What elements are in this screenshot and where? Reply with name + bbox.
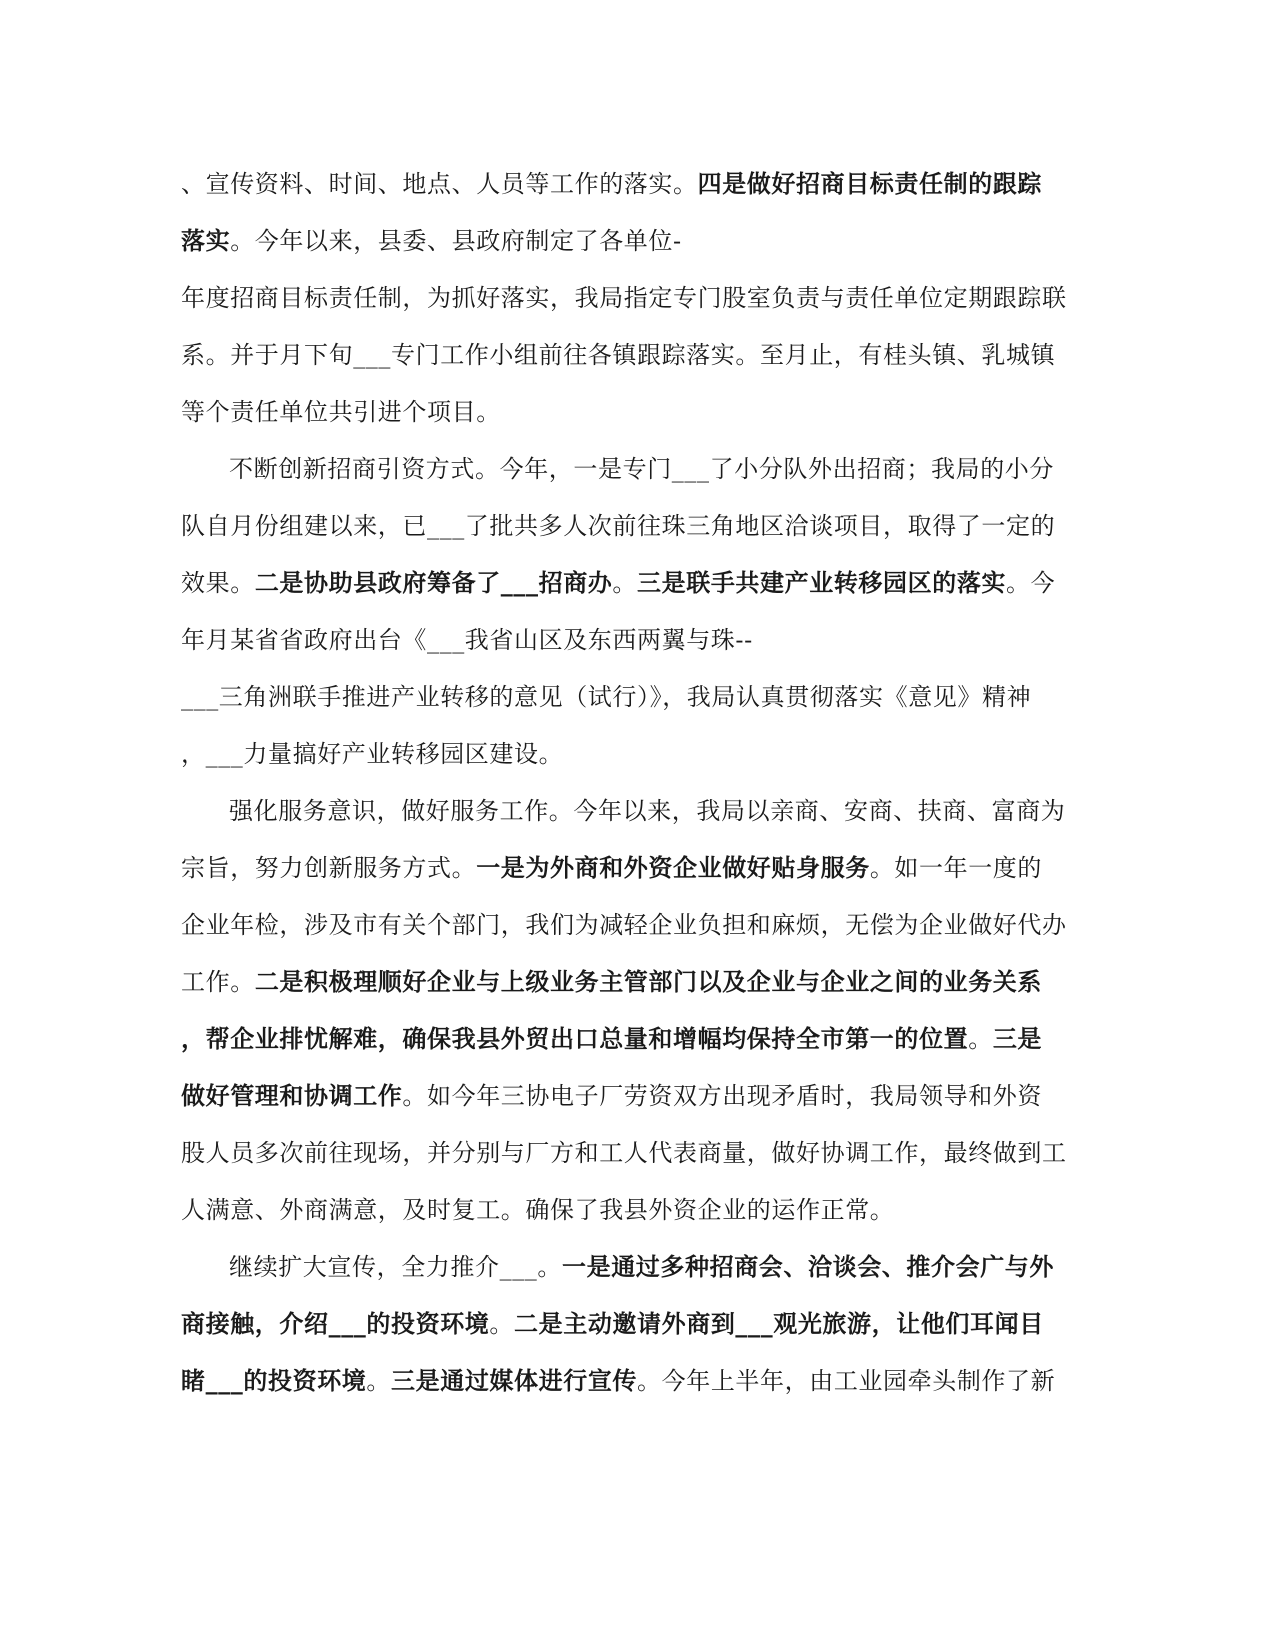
bold-text-run: ，帮企业排忧解难，确保我县外贸出口总量和增幅均保持全市第一的位置 [181, 1024, 969, 1053]
text-run: 队自月份组建以来，已___了批共多人次前往珠三角地区洽谈项目，取得了一定的 [181, 512, 1056, 540]
text-run: 继续扩大宣传，全力推介___。 [229, 1253, 562, 1281]
text-line [181, 1192, 1081, 1228]
text-run: 。 [612, 569, 638, 597]
bold-text-run: 二是协助县政府筹备了___招商办 [254, 568, 613, 597]
text-run: 。今年以来，县委、县政府制定了各单位- [230, 227, 682, 255]
text-line [181, 337, 1081, 373]
text-run: 、宣传资料、时间、地点、人员等工作的落实。 [181, 170, 698, 198]
text-run: ___三角洲联手推进产业转移的意见（试行）》，我局认真贯彻落实《意见》精神 [181, 683, 1032, 711]
bold-text-run: 一是为外商和外资企业做好贴身服务 [476, 853, 870, 882]
text-run: 宗旨，努力创新服务方式。 [181, 854, 477, 882]
bold-text-run: 落实 [181, 226, 231, 255]
text-line [181, 850, 1081, 886]
bold-text-run: 做好管理和协调工作 [181, 1081, 403, 1110]
text-line [181, 679, 1081, 715]
bold-text-run: 一是通过多种招商会、洽谈会、推介会广与外 [562, 1252, 1054, 1281]
text-run: 年月某省省政府出台《___我省山区及东西两翼与珠-- [181, 626, 753, 654]
text-run: 。今 [1006, 569, 1056, 597]
text-run: 企业年检，涉及市有关个部门，我们为减轻企业负担和麻烦，无偿为企业做好代办 [181, 911, 1067, 939]
text-line [181, 508, 1081, 544]
bold-text-run: 商接触，介绍___的投资环境 [181, 1309, 490, 1338]
text-line [181, 736, 1081, 772]
text-line [181, 565, 1081, 601]
text-line [181, 622, 1081, 658]
text-run: 。如今年三协电子厂劳资双方出现矛盾时，我局领导和外资 [402, 1082, 1043, 1110]
text-run: 不断创新招商引资方式。今年，一是专门___了小分队外出招商；我局的小分 [229, 455, 1054, 483]
text-line [181, 907, 1081, 943]
text-line [181, 1135, 1081, 1171]
text-line [229, 1249, 1129, 1285]
text-line [181, 166, 1081, 202]
bold-text-run: 三是 [992, 1024, 1043, 1053]
text-run: 强化服务意识，做好服务工作。今年以来，我局以亲商、安商、扶商、富商为 [229, 797, 1066, 825]
text-run: 。 [968, 1025, 993, 1053]
text-run: 。今年上半年，由工业园牵头制作了新 [637, 1367, 1056, 1395]
text-line [181, 1021, 1081, 1057]
text-run: 人满意、外商满意，及时复工。确保了我县外资企业的运作正常。 [181, 1196, 895, 1224]
bold-text-run: 睹___的投资环境 [181, 1366, 367, 1395]
text-run: 系。并于月下旬___专门工作小组前往各镇跟踪落实。至月止，有桂头镇、乳城镇 [181, 341, 1056, 369]
text-line [181, 1306, 1081, 1342]
bold-text-run: 二是积极理顺好企业与上级业务主管部门以及企业与企业之间的业务关系 [254, 967, 1043, 996]
text-line [229, 793, 1129, 829]
text-run: 。如一年一度的 [869, 854, 1043, 882]
text-run: 。 [366, 1367, 392, 1395]
text-line [181, 394, 1081, 430]
text-line [229, 451, 1129, 487]
text-run: 等个责任单位共引进个项目。 [181, 398, 501, 426]
text-line [181, 223, 1081, 259]
text-line [181, 1078, 1081, 1114]
bold-text-run: 四是做好招商目标责任制的跟踪 [697, 169, 1043, 198]
text-line [181, 964, 1081, 1000]
text-run: 年度招商目标责任制，为抓好落实，我局指定专门股室负责与责任单位定期跟踪联 [181, 284, 1067, 312]
text-line [181, 280, 1081, 316]
text-run: 效果。 [181, 569, 255, 597]
bold-text-run: 三是通过媒体进行宣传 [391, 1366, 638, 1395]
text-run: ，___力量搞好产业转移园区建设。 [181, 740, 564, 768]
bold-text-run: 三是联手共建产业转移园区的落实 [637, 568, 1007, 597]
text-run: 股人员多次前往现场，并分别与厂方和工人代表商量，做好协调工作，最终做到工 [181, 1139, 1067, 1167]
text-run: 工作。 [181, 968, 255, 996]
text-line [181, 1363, 1081, 1399]
bold-text-run: 二是主动邀请外商到___观光旅游，让他们耳闻目 [514, 1309, 1044, 1338]
text-run: 。 [489, 1310, 515, 1338]
